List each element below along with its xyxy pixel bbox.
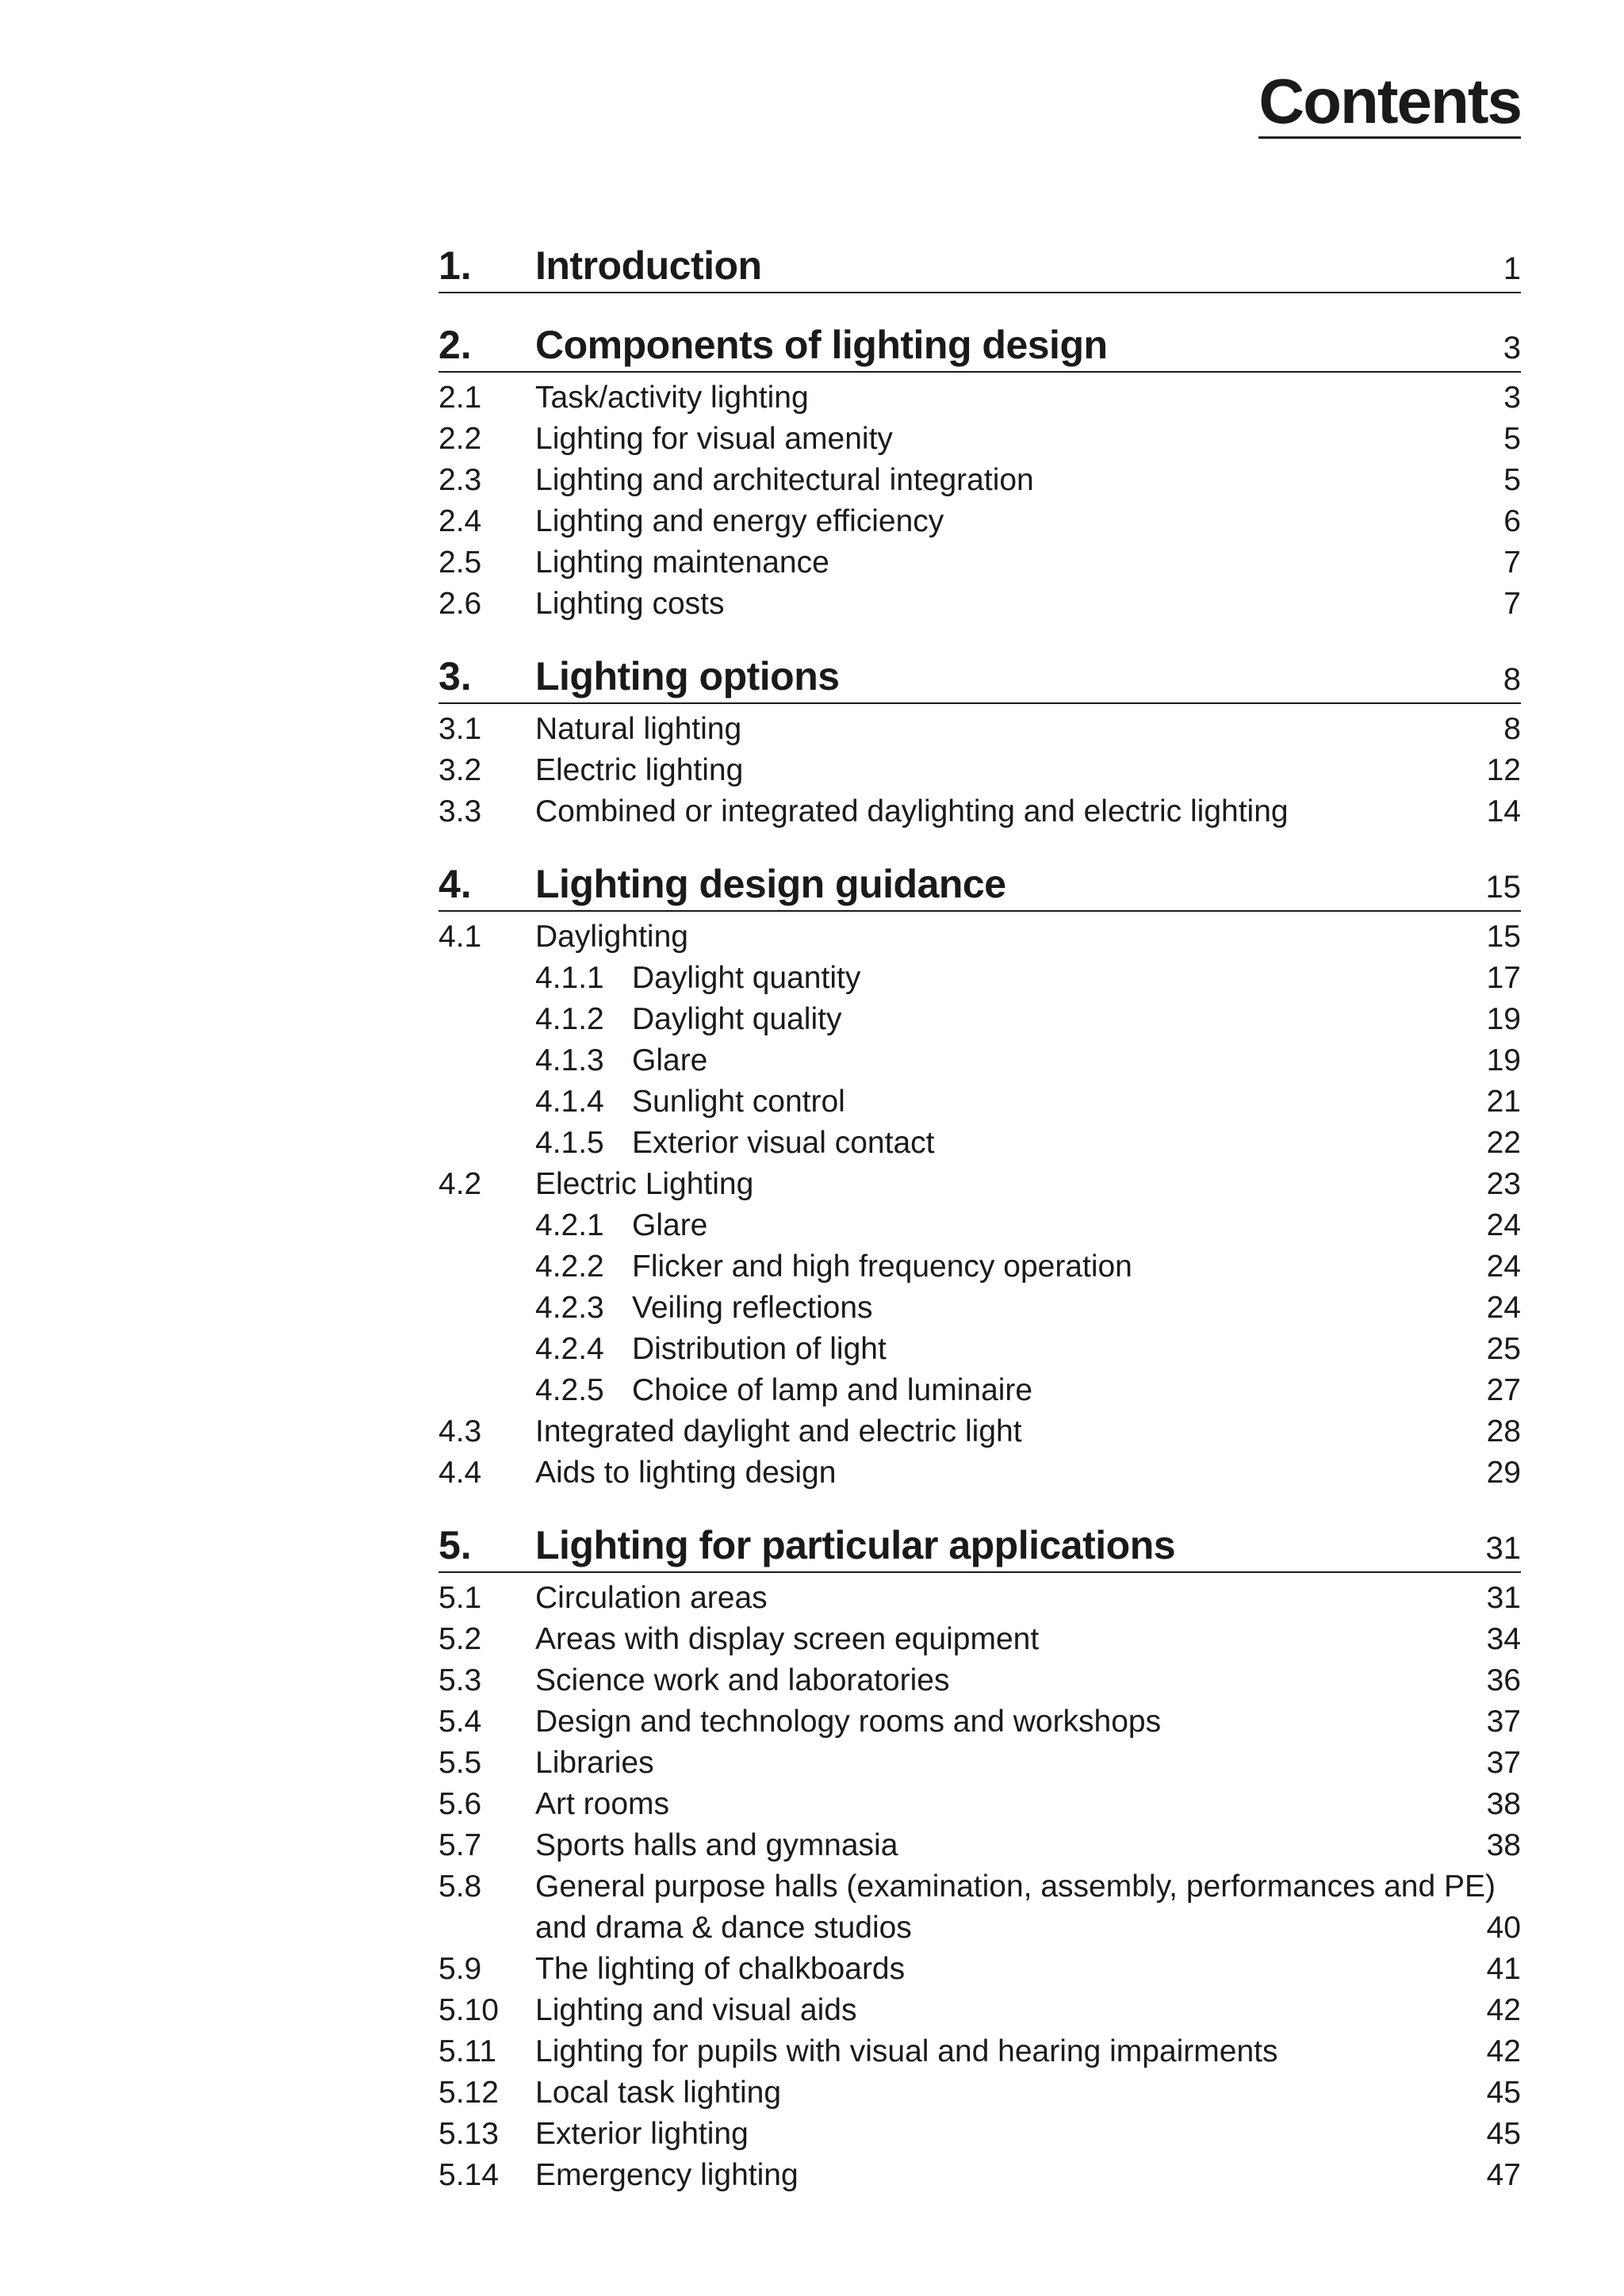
entry-title: Art rooms <box>535 1787 670 1821</box>
toc-entry-continued[interactable] <box>439 1908 1521 1949</box>
subentry-page-number: 17 <box>1486 961 1521 995</box>
entry-number: 3.1 <box>439 712 482 746</box>
toc-entry[interactable] <box>439 1411 1521 1452</box>
subentry-number: 4.2.1 <box>535 1208 604 1242</box>
subentry-number: 4.1.2 <box>535 1002 604 1036</box>
toc-entry[interactable] <box>439 1825 1521 1866</box>
toc-entry[interactable] <box>439 750 1521 791</box>
toc-subentry[interactable] <box>439 958 1521 999</box>
subentry-page-number: 21 <box>1486 1085 1521 1119</box>
toc-subentry[interactable] <box>439 1246 1521 1288</box>
entry-title: The lighting of chalkboards <box>535 1952 906 1986</box>
entry-page-number: 6 <box>1503 504 1521 538</box>
entry-title: Design and technology rooms and workshops <box>535 1705 1162 1739</box>
entry-title: Integrated daylight and electric light <box>535 1414 1022 1448</box>
subentry-number: 4.1.1 <box>535 961 604 995</box>
entry-number: 5.12 <box>439 2076 499 2110</box>
toc-entry[interactable] <box>439 584 1521 625</box>
entry-title: Exterior lighting <box>535 2117 749 2151</box>
chapter-heading[interactable] <box>439 317 1521 373</box>
entry-number: 5.6 <box>439 1787 482 1821</box>
entry-number: 5.9 <box>439 1952 482 1986</box>
toc-entry[interactable] <box>439 1164 1521 1205</box>
entry-title: Lighting and visual aids <box>535 1993 857 2027</box>
chapter-page-number: 31 <box>1485 1531 1521 1566</box>
entry-page-number: 29 <box>1486 1456 1521 1490</box>
chapter-number: 4. <box>439 862 472 906</box>
subentry-page-number: 19 <box>1486 1043 1521 1077</box>
table-of-contents <box>439 238 1521 2220</box>
chapter-title: Lighting options <box>535 654 840 698</box>
subentry-number: 4.2.5 <box>535 1373 604 1407</box>
entry-page-number: 28 <box>1486 1414 1521 1448</box>
entry-number: 5.13 <box>439 2117 499 2151</box>
entry-title: Task/activity lighting <box>535 381 809 415</box>
entry-number: 3.2 <box>439 753 482 787</box>
toc-entry[interactable] <box>439 2155 1521 2196</box>
subentry-title: Flicker and high frequency operation <box>632 1249 1132 1284</box>
toc-entry[interactable] <box>439 1660 1521 1701</box>
toc-chapter <box>439 238 1521 293</box>
entry-title: Science work and laboratories <box>535 1663 950 1697</box>
subentry-title: Glare <box>632 1043 708 1077</box>
toc-subentry[interactable] <box>439 1329 1521 1370</box>
entry-page-number: 45 <box>1486 2117 1521 2151</box>
subentry-title: Sunlight control <box>632 1085 845 1119</box>
entry-title: Aids to lighting design <box>535 1456 837 1490</box>
subentry-title: Veiling reflections <box>632 1291 873 1325</box>
entry-page-number: 7 <box>1503 587 1521 621</box>
entry-number: 4.4 <box>439 1456 482 1490</box>
entry-title: Electric lighting <box>535 753 744 787</box>
chapter-heading[interactable] <box>439 649 1521 704</box>
subentry-page-number: 24 <box>1486 1249 1521 1284</box>
entry-number: 2.4 <box>439 504 482 538</box>
entry-page-number: 36 <box>1486 1663 1521 1697</box>
entry-number: 5.7 <box>439 1828 482 1862</box>
toc-chapter <box>439 649 1521 832</box>
entry-page-number: 40 <box>1486 1911 1521 1945</box>
entry-page-number: 31 <box>1486 1581 1521 1615</box>
entry-title: Libraries <box>535 1746 654 1780</box>
chapter-page-number: 8 <box>1503 662 1521 697</box>
entry-number: 2.2 <box>439 422 482 456</box>
toc-entry[interactable] <box>439 1866 1521 1908</box>
subentry-number: 4.2.2 <box>535 1249 604 1284</box>
toc-chapter <box>439 317 1521 625</box>
toc-entry[interactable] <box>439 377 1521 419</box>
subentry-page-number: 24 <box>1486 1291 1521 1325</box>
toc-entry[interactable] <box>439 1949 1521 1990</box>
chapter-title: Introduction <box>535 243 762 288</box>
entry-title: Emergency lighting <box>535 2158 799 2192</box>
subentry-number: 4.1.4 <box>535 1085 604 1119</box>
entry-number: 5.1 <box>439 1581 482 1615</box>
entry-number: 5.5 <box>439 1746 482 1780</box>
chapter-number: 2. <box>439 323 472 367</box>
entry-number: 2.5 <box>439 545 482 580</box>
toc-subentry[interactable] <box>439 1123 1521 1164</box>
chapter-number: 3. <box>439 654 472 698</box>
entry-title: Daylighting <box>535 920 688 954</box>
subentry-title: Daylight quantity <box>632 961 861 995</box>
entry-title: Local task lighting <box>535 2076 782 2110</box>
toc-entry[interactable] <box>439 709 1521 750</box>
subentry-title: Choice of lamp and luminaire <box>632 1373 1033 1407</box>
toc-subentry[interactable] <box>439 1205 1521 1246</box>
entry-number: 3.3 <box>439 794 482 828</box>
subentry-number: 4.1.3 <box>535 1043 604 1077</box>
toc-chapter <box>439 856 1521 1494</box>
entry-number: 2.1 <box>439 381 482 415</box>
chapter-page-number: 3 <box>1503 331 1521 365</box>
entry-page-number: 14 <box>1486 794 1521 828</box>
chapter-number: 1. <box>439 243 472 288</box>
chapter-title: Lighting for particular applications <box>535 1523 1176 1567</box>
chapter-title: Lighting design guidance <box>535 862 1006 906</box>
entry-page-number: 37 <box>1486 1705 1521 1739</box>
subentry-page-number: 27 <box>1486 1373 1521 1407</box>
toc-entry[interactable] <box>439 916 1521 958</box>
subentry-page-number: 24 <box>1486 1208 1521 1242</box>
toc-subentry[interactable] <box>439 999 1521 1040</box>
entry-number: 4.3 <box>439 1414 482 1448</box>
chapter-title: Components of lighting design <box>535 323 1108 367</box>
entry-number: 4.1 <box>439 920 482 954</box>
toc-entry[interactable] <box>439 2114 1521 2155</box>
toc-entry[interactable] <box>439 1990 1521 2031</box>
entry-page-number: 41 <box>1486 1952 1521 1986</box>
toc-entry[interactable] <box>439 460 1521 501</box>
entry-title: Electric Lighting <box>535 1167 754 1201</box>
entry-number: 2.3 <box>439 463 482 497</box>
entry-title: Lighting costs <box>535 587 725 621</box>
chapter-heading[interactable] <box>439 1517 1521 1573</box>
subentry-page-number: 25 <box>1486 1332 1521 1366</box>
entry-title: Lighting for pupils with visual and hearing impairments <box>535 2034 1278 2068</box>
entry-page-number: 38 <box>1486 1828 1521 1862</box>
subentry-number: 4.2.3 <box>535 1291 604 1325</box>
chapter-number: 5. <box>439 1523 472 1567</box>
entry-title: General purpose halls (examination, assembly, performances and PE) <box>535 1869 1496 1904</box>
entry-number: 4.2 <box>439 1167 482 1201</box>
chapter-page-number: 1 <box>1503 251 1521 286</box>
toc-subentry[interactable] <box>439 1370 1521 1411</box>
page-title: Contents <box>1258 68 1521 139</box>
entry-page-number: 38 <box>1486 1787 1521 1821</box>
entry-number: 5.2 <box>439 1622 482 1656</box>
entry-title: Areas with display screen equipment <box>535 1622 1040 1656</box>
toc-entry[interactable] <box>439 1578 1521 1619</box>
entry-number: 5.10 <box>439 1993 499 2027</box>
entry-page-number: 7 <box>1503 545 1521 580</box>
entry-number: 5.8 <box>439 1869 482 1904</box>
entry-page-number: 47 <box>1486 2158 1521 2192</box>
entry-title-continued: and drama & dance studios <box>535 1911 912 1945</box>
toc-entry[interactable] <box>439 1619 1521 1660</box>
entry-title: Combined or integrated daylighting and electric lighting <box>535 794 1289 828</box>
subentry-title: Distribution of light <box>632 1332 887 1366</box>
chapter-page-number: 15 <box>1485 870 1521 905</box>
entry-title: Natural lighting <box>535 712 742 746</box>
entry-page-number: 5 <box>1503 422 1521 456</box>
entry-page-number: 34 <box>1486 1622 1521 1656</box>
entry-page-number: 23 <box>1486 1167 1521 1201</box>
chapter-entries <box>439 912 1521 1494</box>
chapter-entries <box>439 704 1521 832</box>
entry-title: Sports halls and gymnasia <box>535 1828 898 1862</box>
toc-entry[interactable] <box>439 501 1521 542</box>
toc-entry[interactable] <box>439 1743 1521 1784</box>
entry-page-number: 45 <box>1486 2076 1521 2110</box>
toc-entry[interactable] <box>439 1701 1521 1743</box>
entry-title: Lighting maintenance <box>535 545 829 580</box>
toc-entry[interactable] <box>439 1452 1521 1494</box>
chapter-entries <box>439 373 1521 625</box>
toc-subentry[interactable] <box>439 1040 1521 1081</box>
entry-page-number: 3 <box>1503 381 1521 415</box>
entry-page-number: 8 <box>1503 712 1521 746</box>
toc-entry[interactable] <box>439 2072 1521 2114</box>
entry-page-number: 42 <box>1486 2034 1521 2068</box>
chapter-heading[interactable] <box>439 238 1521 293</box>
toc-subentry[interactable] <box>439 1081 1521 1123</box>
subentry-title: Glare <box>632 1208 708 1242</box>
entry-title: Circulation areas <box>535 1581 768 1615</box>
subentry-number: 4.2.4 <box>535 1332 604 1366</box>
entry-number: 5.14 <box>439 2158 499 2192</box>
entry-title: Lighting and energy efficiency <box>535 504 944 538</box>
toc-entry[interactable] <box>439 1784 1521 1825</box>
toc-entry[interactable] <box>439 542 1521 584</box>
subentry-number: 4.1.5 <box>535 1126 604 1160</box>
entry-number: 5.11 <box>439 2034 497 2068</box>
toc-entry[interactable] <box>439 2031 1521 2072</box>
entry-page-number: 12 <box>1486 753 1521 787</box>
toc-entry[interactable] <box>439 419 1521 460</box>
chapter-entries <box>439 1573 1521 2196</box>
entry-page-number: 15 <box>1486 920 1521 954</box>
entry-title: Lighting and architectural integration <box>535 463 1034 497</box>
entry-page-number: 5 <box>1503 463 1521 497</box>
chapter-heading[interactable] <box>439 856 1521 912</box>
subentry-page-number: 19 <box>1486 1002 1521 1036</box>
toc-subentry[interactable] <box>439 1288 1521 1329</box>
entry-title: Lighting for visual amenity <box>535 422 893 456</box>
entry-page-number: 37 <box>1486 1746 1521 1780</box>
toc-chapter <box>439 1517 1521 2196</box>
entry-number: 2.6 <box>439 587 482 621</box>
entry-number: 5.3 <box>439 1663 482 1697</box>
subentry-title: Daylight quality <box>632 1002 842 1036</box>
entry-page-number: 42 <box>1486 1993 1521 2027</box>
entry-number: 5.4 <box>439 1705 482 1739</box>
subentry-title: Exterior visual contact <box>632 1126 935 1160</box>
toc-entry[interactable] <box>439 791 1521 832</box>
subentry-page-number: 22 <box>1486 1126 1521 1160</box>
